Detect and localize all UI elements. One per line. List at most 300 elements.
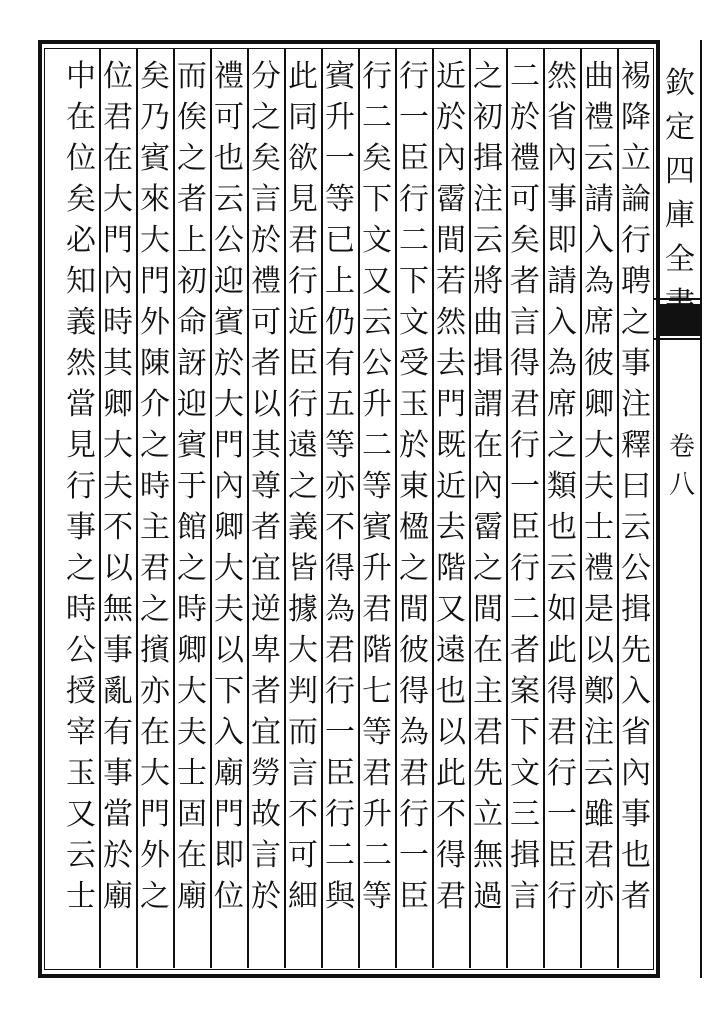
character: 固 xyxy=(177,797,207,832)
character: 皆 xyxy=(288,551,318,586)
character: 即 xyxy=(214,838,244,873)
character: 之 xyxy=(140,428,170,463)
character: 以 xyxy=(436,715,466,750)
character: 君 xyxy=(473,715,503,750)
character: 下 xyxy=(510,715,540,750)
character: 時 xyxy=(140,469,170,504)
character: 席 xyxy=(584,305,614,340)
character: 行 xyxy=(510,551,540,586)
character: 下 xyxy=(214,674,244,709)
character: 而 xyxy=(288,715,318,750)
character: 知 xyxy=(66,264,96,299)
character: 之 xyxy=(288,469,318,504)
character: 升 xyxy=(362,551,392,586)
character: 以 xyxy=(251,387,281,422)
character: 據 xyxy=(288,592,318,627)
character: 者 xyxy=(251,510,281,545)
character: 言 xyxy=(510,879,540,914)
character: 已 xyxy=(325,223,355,258)
character: 門 xyxy=(140,797,170,832)
character: 一 xyxy=(325,715,355,750)
character: 君 xyxy=(140,551,170,586)
character: 門 xyxy=(214,428,244,463)
character: 者 xyxy=(177,182,207,217)
character: 玉 xyxy=(66,756,96,791)
character: 曲 xyxy=(584,59,614,94)
character: 五 xyxy=(325,387,355,422)
character: 之 xyxy=(177,551,207,586)
character: 臣 xyxy=(510,510,540,545)
character: 宜 xyxy=(251,551,281,586)
character: 之 xyxy=(621,305,651,340)
character: 彼 xyxy=(399,633,429,668)
character: 大 xyxy=(288,633,318,668)
character: 於 xyxy=(510,100,540,135)
character: 在 xyxy=(473,633,503,668)
character: 行 xyxy=(621,223,651,258)
character: 不 xyxy=(103,510,133,545)
margin-volume-char: 卷 xyxy=(668,432,695,462)
character: 君 xyxy=(103,100,133,135)
character: 臣 xyxy=(547,838,577,873)
character: 立 xyxy=(473,797,503,832)
character: 去 xyxy=(436,346,466,381)
character: 二 xyxy=(510,592,540,627)
character: 文 xyxy=(510,756,540,791)
character: 大 xyxy=(140,223,170,258)
character: 於 xyxy=(251,223,281,258)
character: 然 xyxy=(547,59,577,94)
character: 賓 xyxy=(140,141,170,176)
character: 然 xyxy=(436,305,466,340)
character: 以 xyxy=(103,551,133,586)
character: 以 xyxy=(584,633,614,668)
character: 賓 xyxy=(362,510,392,545)
character: 此 xyxy=(288,59,318,94)
character: 等 xyxy=(325,428,355,463)
character: 卿 xyxy=(584,387,614,422)
character: 為 xyxy=(547,346,577,381)
character: 行 xyxy=(510,428,540,463)
character: 大 xyxy=(584,428,614,463)
character: 大 xyxy=(103,182,133,217)
character: 云 xyxy=(66,838,96,873)
column-divider xyxy=(173,49,175,968)
character: 當 xyxy=(103,797,133,832)
character: 等 xyxy=(362,879,392,914)
character: 初 xyxy=(177,264,207,299)
character: 云 xyxy=(473,223,503,258)
character: 主 xyxy=(473,674,503,709)
character: 無 xyxy=(473,838,503,873)
character: 案 xyxy=(510,674,540,709)
character: 之 xyxy=(547,428,577,463)
character: 謂 xyxy=(473,387,503,422)
character: 禮 xyxy=(510,141,540,176)
character: 者 xyxy=(251,674,281,709)
character: 卿 xyxy=(103,387,133,422)
character: 宜 xyxy=(251,715,281,750)
character: 若 xyxy=(436,264,466,299)
character: 位 xyxy=(66,141,96,176)
character: 注 xyxy=(584,715,614,750)
character: 廟 xyxy=(103,879,133,914)
character: 得 xyxy=(436,838,466,873)
character: 鄭 xyxy=(584,674,614,709)
character: 可 xyxy=(251,305,281,340)
character: 聘 xyxy=(621,264,651,299)
character: 禮 xyxy=(214,59,244,94)
character: 門 xyxy=(214,797,244,832)
character: 二 xyxy=(510,59,540,94)
character: 夫 xyxy=(584,469,614,504)
character: 事 xyxy=(103,756,133,791)
character: 為 xyxy=(325,592,355,627)
character: 時 xyxy=(103,305,133,340)
character: 請 xyxy=(584,182,614,217)
character: 廟 xyxy=(214,756,244,791)
character: 近 xyxy=(436,59,466,94)
character: 而 xyxy=(177,59,207,94)
character: 請 xyxy=(547,264,577,299)
character: 禮 xyxy=(584,551,614,586)
character: 行 xyxy=(399,182,429,217)
character: 上 xyxy=(325,264,355,299)
character: 於 xyxy=(399,428,429,463)
character: 者 xyxy=(251,346,281,381)
character: 賓 xyxy=(177,428,207,463)
character: 二 xyxy=(325,838,355,873)
character: 大 xyxy=(214,387,244,422)
column-divider xyxy=(321,49,323,968)
character: 者 xyxy=(510,264,540,299)
character: 既 xyxy=(436,428,466,463)
character: 矣 xyxy=(66,182,96,217)
character: 行 xyxy=(288,387,318,422)
character: 大 xyxy=(177,674,207,709)
character: 可 xyxy=(510,182,540,217)
character: 大 xyxy=(103,428,133,463)
character: 近 xyxy=(436,469,466,504)
character: 之 xyxy=(473,59,503,94)
character: 位 xyxy=(103,59,133,94)
character: 言 xyxy=(251,838,281,873)
character: 得 xyxy=(510,346,540,381)
character: 也 xyxy=(621,838,651,873)
character: 入 xyxy=(214,715,244,750)
character: 公 xyxy=(66,633,96,668)
character: 省 xyxy=(621,715,651,750)
character: 以 xyxy=(214,633,244,668)
character: 降 xyxy=(621,100,651,135)
character: 云 xyxy=(584,141,614,176)
character: 公 xyxy=(621,551,651,586)
character: 行 xyxy=(399,797,429,832)
character: 夫 xyxy=(177,715,207,750)
character: 亦 xyxy=(140,674,170,709)
character: 士 xyxy=(177,756,207,791)
character: 君 xyxy=(436,879,466,914)
character: 先 xyxy=(621,633,651,668)
character: 必 xyxy=(66,223,96,258)
character: 二 xyxy=(362,838,392,873)
character: 言 xyxy=(251,182,281,217)
character: 尊 xyxy=(251,469,281,504)
character: 遠 xyxy=(436,633,466,668)
character: 在 xyxy=(103,141,133,176)
fish-tail-mark xyxy=(656,304,702,336)
character: 分 xyxy=(251,59,281,94)
character: 內 xyxy=(214,469,244,504)
character: 於 xyxy=(214,346,244,381)
character: 一 xyxy=(547,797,577,832)
character: 入 xyxy=(621,674,651,709)
character: 三 xyxy=(510,797,540,832)
character: 曰 xyxy=(621,469,651,504)
margin-volume-char: 八 xyxy=(668,470,695,500)
character: 不 xyxy=(288,797,318,832)
character: 一 xyxy=(510,469,540,504)
character: 無 xyxy=(103,592,133,627)
character: 陳 xyxy=(140,346,170,381)
character: 等 xyxy=(325,182,355,217)
character: 館 xyxy=(177,510,207,545)
character: 矣 xyxy=(251,141,281,176)
character: 外 xyxy=(140,838,170,873)
character: 等 xyxy=(362,715,392,750)
character: 中 xyxy=(66,59,96,94)
character: 之 xyxy=(473,551,503,586)
character: 又 xyxy=(436,592,466,627)
character: 事 xyxy=(547,182,577,217)
character: 亦 xyxy=(325,469,355,504)
character: 之 xyxy=(177,141,207,176)
character: 近 xyxy=(288,305,318,340)
character: 在 xyxy=(140,715,170,750)
character: 君 xyxy=(510,387,540,422)
character: 二 xyxy=(362,428,392,463)
character: 上 xyxy=(177,223,207,258)
character: 二 xyxy=(362,100,392,135)
character: 霤 xyxy=(436,182,466,217)
character: 云 xyxy=(214,182,244,217)
character: 事 xyxy=(621,797,651,832)
character: 擯 xyxy=(140,633,170,668)
character: 升 xyxy=(362,387,392,422)
character: 之 xyxy=(399,551,429,586)
character: 云 xyxy=(621,510,651,545)
character: 行 xyxy=(399,59,429,94)
character: 階 xyxy=(362,633,392,668)
character: 內 xyxy=(436,141,466,176)
character: 在 xyxy=(473,428,503,463)
character: 其 xyxy=(103,346,133,381)
column-divider xyxy=(284,49,286,968)
character: 也 xyxy=(214,141,244,176)
character: 門 xyxy=(103,223,133,258)
character: 彼 xyxy=(584,346,614,381)
character: 如 xyxy=(547,592,577,627)
character: 君 xyxy=(547,715,577,750)
character: 不 xyxy=(436,797,466,832)
character: 升 xyxy=(325,100,355,135)
character: 遠 xyxy=(288,428,318,463)
character: 省 xyxy=(547,100,577,135)
character: 間 xyxy=(399,592,429,627)
character: 文 xyxy=(399,305,429,340)
character: 即 xyxy=(547,223,577,258)
character: 士 xyxy=(584,510,614,545)
character: 玉 xyxy=(399,387,429,422)
character: 間 xyxy=(436,223,466,258)
character: 臣 xyxy=(399,141,429,176)
character: 之 xyxy=(66,551,96,586)
character: 于 xyxy=(177,469,207,504)
character: 雖 xyxy=(584,797,614,832)
column-divider xyxy=(247,49,249,968)
character: 見 xyxy=(66,428,96,463)
character: 門 xyxy=(436,387,466,422)
margin-title-char: 定 xyxy=(665,110,695,145)
text-column xyxy=(59,56,103,917)
character: 禮 xyxy=(584,100,614,135)
character: 夫 xyxy=(214,592,244,627)
character: 介 xyxy=(140,387,170,422)
character: 可 xyxy=(288,838,318,873)
character: 立 xyxy=(621,141,651,176)
margin-title-char: 四 xyxy=(665,154,695,189)
character: 一 xyxy=(399,838,429,873)
character: 有 xyxy=(103,715,133,750)
character: 乃 xyxy=(140,100,170,135)
character: 公 xyxy=(362,346,392,381)
character: 位 xyxy=(214,879,244,914)
character: 授 xyxy=(66,674,96,709)
character: 有 xyxy=(325,346,355,381)
margin-title-char: 庫 xyxy=(665,198,695,233)
character: 君 xyxy=(325,633,355,668)
character: 當 xyxy=(66,387,96,422)
character: 二 xyxy=(399,223,429,258)
character: 行 xyxy=(547,879,577,914)
character: 揖 xyxy=(473,141,503,176)
character: 揖 xyxy=(473,346,503,381)
character: 事 xyxy=(103,633,133,668)
character: 東 xyxy=(399,469,429,504)
character: 不 xyxy=(325,510,355,545)
character: 之 xyxy=(140,592,170,627)
character: 將 xyxy=(473,264,503,299)
margin-title-char: 全 xyxy=(665,242,695,277)
character: 階 xyxy=(436,551,466,586)
character: 君 xyxy=(399,756,429,791)
character: 卿 xyxy=(177,633,207,668)
character: 為 xyxy=(399,715,429,750)
character: 義 xyxy=(288,510,318,545)
character: 與 xyxy=(325,879,355,914)
character: 七 xyxy=(362,674,392,709)
character: 勞 xyxy=(251,756,281,791)
character: 者 xyxy=(510,633,540,668)
character: 此 xyxy=(547,633,577,668)
character: 門 xyxy=(140,264,170,299)
character: 霤 xyxy=(473,510,503,545)
character: 可 xyxy=(214,100,244,135)
character: 逆 xyxy=(251,592,281,627)
character: 在 xyxy=(66,100,96,135)
character: 裼 xyxy=(621,59,651,94)
character: 升 xyxy=(362,797,392,832)
character: 內 xyxy=(473,469,503,504)
column-divider xyxy=(469,49,471,968)
character: 判 xyxy=(288,674,318,709)
character: 內 xyxy=(547,141,577,176)
character: 其 xyxy=(251,428,281,463)
margin-title-char: 欽 xyxy=(665,66,695,101)
character: 迎 xyxy=(177,387,207,422)
character: 亂 xyxy=(103,674,133,709)
character: 矣 xyxy=(510,223,540,258)
column-divider xyxy=(358,49,360,968)
character: 初 xyxy=(473,100,503,135)
character: 來 xyxy=(140,182,170,217)
column-divider xyxy=(432,49,434,968)
character: 去 xyxy=(436,510,466,545)
character: 下 xyxy=(399,264,429,299)
character: 入 xyxy=(584,223,614,258)
character: 得 xyxy=(399,674,429,709)
character: 入 xyxy=(547,305,577,340)
character: 類 xyxy=(547,469,577,504)
character: 文 xyxy=(362,223,392,258)
character: 釋 xyxy=(621,428,651,463)
character: 得 xyxy=(547,674,577,709)
character: 行 xyxy=(325,797,355,832)
character: 仍 xyxy=(325,305,355,340)
character: 君 xyxy=(362,756,392,791)
character: 也 xyxy=(436,674,466,709)
character: 為 xyxy=(584,264,614,299)
character: 一 xyxy=(399,100,429,135)
character: 夫 xyxy=(103,469,133,504)
column-divider xyxy=(136,49,138,968)
character: 俟 xyxy=(177,100,207,135)
character: 臣 xyxy=(399,879,429,914)
character: 云 xyxy=(547,551,577,586)
character: 之 xyxy=(251,100,281,135)
character: 卑 xyxy=(251,633,281,668)
character: 者 xyxy=(621,879,651,914)
margin-volume-label xyxy=(662,428,702,504)
character: 事 xyxy=(66,510,96,545)
margin-rule-bottom xyxy=(654,338,702,340)
character: 注 xyxy=(621,387,651,422)
character: 此 xyxy=(436,756,466,791)
character: 也 xyxy=(547,510,577,545)
character: 受 xyxy=(399,346,429,381)
character: 得 xyxy=(325,551,355,586)
character: 先 xyxy=(473,756,503,791)
character: 大 xyxy=(140,756,170,791)
character: 欲 xyxy=(288,141,318,176)
margin-book-title xyxy=(660,62,700,326)
character: 訝 xyxy=(177,346,207,381)
character: 公 xyxy=(214,223,244,258)
character: 言 xyxy=(510,305,540,340)
character: 迎 xyxy=(214,264,244,299)
margin-edge-line xyxy=(700,40,702,978)
character: 廟 xyxy=(177,879,207,914)
